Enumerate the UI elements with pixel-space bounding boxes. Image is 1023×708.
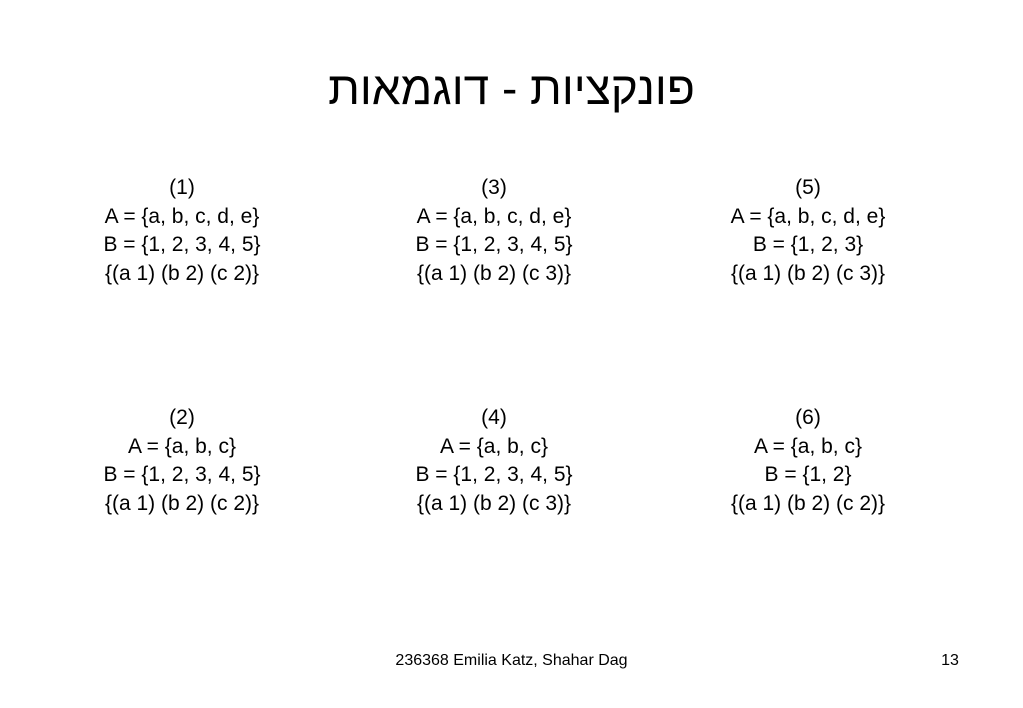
set-a: A = {a, b, c, d, e} xyxy=(104,204,260,228)
footer-credit: 236368 Emilia Katz, Shahar Dag xyxy=(395,652,628,669)
example-label: (3) xyxy=(481,176,507,199)
set-a: A = {a, b, c, d, e} xyxy=(416,204,572,228)
function-pairs: {(a 1) (b 2) (c 2)} xyxy=(104,261,260,285)
example-3 xyxy=(344,174,644,288)
example-label: (2) xyxy=(169,406,195,429)
set-b: B = {1, 2, 3, 4, 5} xyxy=(415,463,573,486)
function-pairs: {(a 1) (b 2) (c 3)} xyxy=(416,261,572,285)
set-b: B = {1, 2, 3} xyxy=(752,233,864,256)
example-5 xyxy=(658,174,958,288)
set-a: A = {a, b, c, d, e} xyxy=(730,204,886,228)
function-pairs: {(a 1) (b 2) (c 2)} xyxy=(730,491,886,515)
set-a: A = {a, b, c} xyxy=(439,434,548,458)
set-a: A = {a, b, c} xyxy=(127,434,236,458)
set-b: B = {1, 2} xyxy=(764,463,852,486)
example-label: (6) xyxy=(795,406,821,429)
set-b: B = {1, 2, 3, 4, 5} xyxy=(415,233,573,256)
example-2 xyxy=(32,404,332,518)
slide-title: פונקציות - דוגמאות xyxy=(328,62,695,114)
example-4 xyxy=(344,404,644,518)
function-pairs: {(a 1) (b 2) (c 2)} xyxy=(104,491,260,515)
example-1 xyxy=(32,174,332,288)
set-b: B = {1, 2, 3, 4, 5} xyxy=(103,463,261,486)
set-b: B = {1, 2, 3, 4, 5} xyxy=(103,233,261,256)
set-a: A = {a, b, c} xyxy=(753,434,862,458)
example-label: (5) xyxy=(795,176,821,199)
slide-number: 13 xyxy=(941,652,959,669)
example-6 xyxy=(658,404,958,518)
example-label: (4) xyxy=(481,406,507,429)
function-pairs: {(a 1) (b 2) (c 3)} xyxy=(416,491,572,515)
function-pairs: {(a 1) (b 2) (c 3)} xyxy=(730,261,886,285)
example-label: (1) xyxy=(169,176,195,199)
